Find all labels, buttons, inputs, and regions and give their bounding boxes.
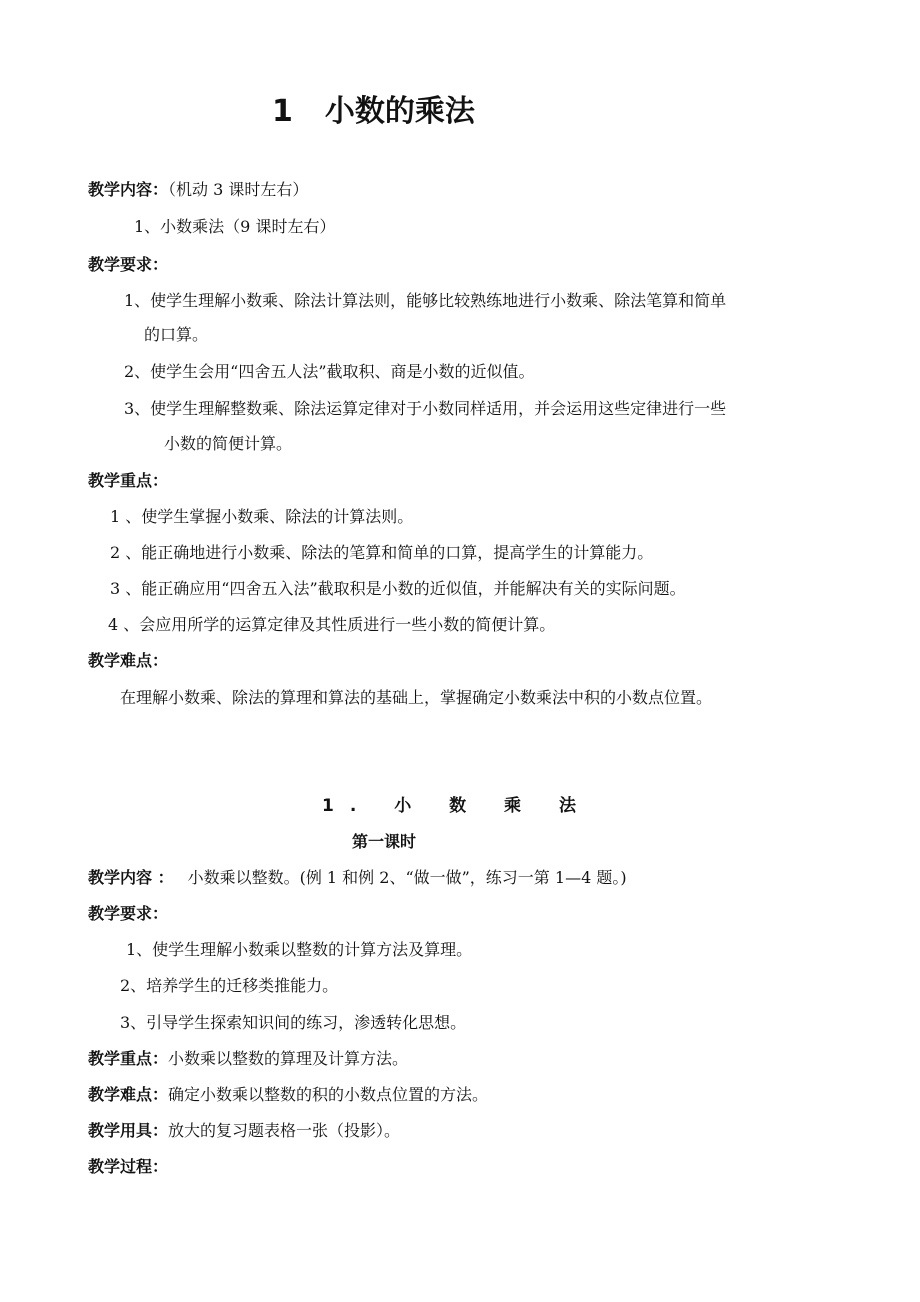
unit-content-line <box>88 180 308 200</box>
lesson-key-point-value: 小数乘以整数的算理及计算方法。 <box>168 1049 409 1068</box>
lesson-content-value: 小数乘以整数。(例 1 和例 2、“做一做”，练习一第 1—4 题。) <box>187 868 627 887</box>
lesson-requirement-3: 3、引导学生探索知识间的练习，渗透转化思想。 <box>120 1013 467 1032</box>
unit-requirements-label: 教学要求： <box>88 255 169 274</box>
unit-requirement-3-line2: 小数的简便计算。 <box>164 434 293 453</box>
lesson-requirement-1: 1、使学生理解小数乘以整数的计算方法及算理。 <box>126 940 473 959</box>
lesson-difficulty-line <box>88 1085 488 1105</box>
lesson-content-line <box>88 868 627 888</box>
unit-content-item: 1、小数乘法（9 课时左右） <box>134 217 336 236</box>
lesson-difficulty-label: 教学难点： <box>88 1085 169 1104</box>
unit-content-label: 教学内容： <box>88 180 169 199</box>
lesson-requirements-label: 教学要求： <box>88 904 169 923</box>
section-title: 1. 小 数 乘 法 <box>322 796 592 816</box>
unit-key-point-4: 4 、会应用所学的运算定律及其性质进行一些小数的简便计算。 <box>108 615 556 634</box>
unit-title-number: 1 <box>272 94 293 129</box>
lesson-content-label: 教学内容 ： <box>88 868 174 887</box>
lesson-tools-value: 放大的复习题表格一张（投影）。 <box>168 1121 401 1140</box>
unit-title-text: 小数的乘法 <box>324 94 475 129</box>
unit-key-points-label: 教学重点： <box>88 471 169 490</box>
lesson-key-point-label: 教学重点： <box>88 1049 169 1068</box>
unit-key-point-2: 2 、能正确地进行小数乘、除法的笔算和简单的口算，提高学生的计算能力。 <box>110 543 654 562</box>
unit-requirement-2: 2、使学生会用“四舍五人法”截取积、商是小数的近似值。 <box>124 362 535 381</box>
lesson-tools-label: 教学用具： <box>88 1121 169 1140</box>
unit-requirement-1-line1: 1、使学生理解小数乘、除法计算法则，能够比较熟练地进行小数乘、除法笔算和简单 <box>124 291 727 310</box>
unit-key-point-1: 1 、使学生掌握小数乘、除法的计算法则。 <box>110 507 414 526</box>
lesson-requirement-2: 2、培养学生的迁移类推能力。 <box>120 976 339 995</box>
lesson-tools-line <box>88 1121 400 1141</box>
lesson-process-label: 教学过程： <box>88 1157 169 1176</box>
lesson-title: 第一课时 <box>352 832 417 851</box>
lesson-difficulty-value: 确定小数乘以整数的积的小数点位置的方法。 <box>168 1085 489 1104</box>
unit-difficulty-text: 在理解小数乘、除法的算理和算法的基础上，掌握确定小数乘法中积的小数点位置。 <box>120 688 713 707</box>
unit-content-value: （机动 3 课时左右） <box>168 180 309 199</box>
unit-difficulty-label: 教学难点： <box>88 651 169 670</box>
lesson-key-point-line <box>88 1049 408 1069</box>
unit-key-point-3: 3 、能正确应用“四舍五入法”截取积是小数的近似值，并能解决有关的实际问题。 <box>110 579 686 598</box>
unit-requirement-3-line1: 3、使学生理解整数乘、除法运算定律对于小数同样适用，并会运用这些定律进行一些 <box>124 399 727 418</box>
unit-requirement-1-line2: 的口算。 <box>144 325 209 344</box>
unit-title <box>272 92 475 132</box>
